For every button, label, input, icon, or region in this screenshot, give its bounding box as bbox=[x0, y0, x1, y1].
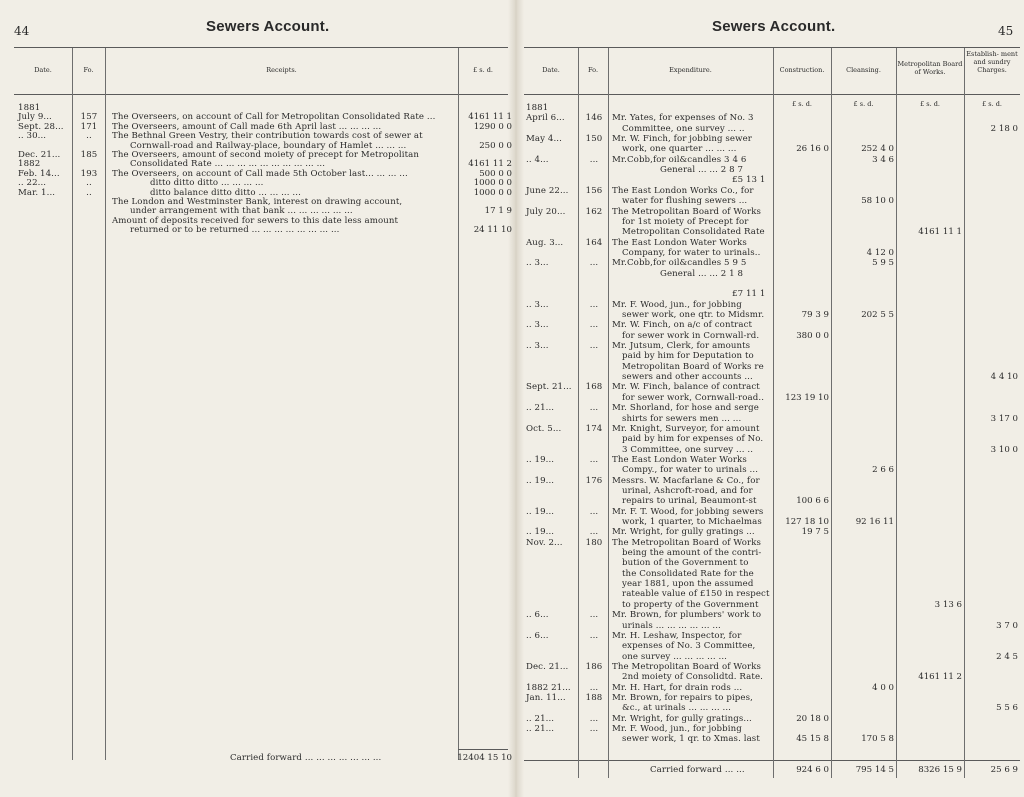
expenditure-description: Metropolitan Consolidated Rate bbox=[622, 227, 765, 238]
receipt-date: .. 30... bbox=[18, 131, 47, 142]
receipt-folio: .. bbox=[86, 178, 92, 189]
expenditure-date: May 4... bbox=[526, 134, 562, 145]
expenditure-folio: ... bbox=[589, 154, 599, 165]
right-col-divider bbox=[608, 48, 609, 778]
right-header-metropolitan: Metropolitan Board of Works. bbox=[897, 60, 963, 76]
expenditure-folio: ... bbox=[589, 527, 599, 538]
total-establishment: 25 6 9 bbox=[990, 765, 1018, 775]
expenditure-description: Mr. Knight, Surveyor, for amount bbox=[612, 423, 760, 434]
expenditure-description: water for flushing sewers ... bbox=[622, 196, 748, 207]
expenditure-description: rateable value of £150 in respect bbox=[622, 589, 770, 600]
expenditure-folio: ... bbox=[589, 610, 599, 621]
expenditure-date: April 6... bbox=[526, 113, 565, 124]
expenditure-description: The East London Water Works bbox=[612, 237, 747, 248]
expenditure-description: to property of the Government bbox=[622, 599, 759, 610]
expenditure-description: £5 13 1 bbox=[732, 175, 766, 186]
receipt-date: July 9... bbox=[18, 112, 52, 123]
receipt-folio: .. bbox=[86, 187, 92, 198]
expenditure-date: 1881 bbox=[526, 103, 549, 113]
expenditure-folio: 180 bbox=[585, 537, 603, 548]
receipt-amount: 1000 0 0 bbox=[473, 178, 512, 189]
expenditure-folio: ... bbox=[589, 454, 599, 465]
expenditure-folio: 176 bbox=[585, 475, 603, 486]
expenditure-description: 2nd moiety of Consolidtd. Rate. bbox=[622, 672, 763, 683]
expenditure-description: year 1881, upon the assumed bbox=[622, 579, 754, 590]
expenditure-description: bution of the Government to bbox=[622, 558, 749, 569]
units-metropolitan: £ s. d. bbox=[920, 100, 940, 108]
right-carried-forward-label: Carried forward ... ... bbox=[650, 765, 745, 775]
construction-amount: 19 7 5 bbox=[801, 527, 829, 538]
expenditure-description: &c., at urinals ... ... ... ... bbox=[622, 703, 731, 714]
expenditure-folio: 186 bbox=[585, 661, 603, 672]
expenditure-description: Mr. Shorland, for hose and serge bbox=[612, 403, 759, 414]
receipt-description: The Overseers, on account of Call for Metropolitan Consolidated Rate ... bbox=[112, 112, 436, 123]
receipt-date: Feb. 14... bbox=[18, 168, 60, 179]
expenditure-folio: 164 bbox=[585, 237, 603, 248]
left-total-rule bbox=[458, 749, 508, 750]
right-header-date: Date. bbox=[542, 66, 560, 74]
expenditure-folio: ... bbox=[589, 724, 599, 734]
receipt-date: Dec. 21... bbox=[18, 150, 61, 160]
left-col-divider bbox=[72, 48, 73, 760]
expenditure-date: .. 19... bbox=[526, 506, 555, 517]
receipt-description: under arrangement with that bank ... ... ... ... ... ... bbox=[130, 206, 353, 217]
expenditure-description: The Metropolitan Board of Works bbox=[612, 537, 762, 548]
establishment-amount: 3 7 0 bbox=[996, 620, 1018, 631]
left-header-rule bbox=[14, 94, 508, 95]
expenditure-folio: 188 bbox=[585, 692, 603, 703]
receipt-description: The Bethnal Green Vestry, their contribution towards cost of sewer at bbox=[112, 131, 423, 142]
expenditure-description: Compy., for water to urinals ... bbox=[622, 465, 759, 476]
expenditure-folio: 162 bbox=[585, 206, 603, 217]
expenditure-description: urinals ... ... ... ... ... ... bbox=[622, 620, 721, 631]
expenditure-description: Mr. Brown, for plumbers' work to bbox=[612, 610, 762, 621]
right-header-expenditure: Expenditure. bbox=[669, 66, 712, 74]
expenditure-date: Dec. 21... bbox=[526, 661, 569, 672]
expenditure-description: Messrs. W. Macfarlane & Co., for bbox=[612, 475, 760, 486]
expenditure-date: .. 3... bbox=[526, 258, 549, 269]
cleansing-amount: 202 5 5 bbox=[861, 310, 894, 320]
expenditure-description: sewers and other accounts ... bbox=[622, 372, 753, 383]
left-header-amount: £ s. d. bbox=[473, 66, 493, 74]
construction-amount: 79 3 9 bbox=[801, 310, 829, 320]
cleansing-amount: 5 9 5 bbox=[872, 258, 894, 269]
construction-amount: 100 6 6 bbox=[796, 496, 829, 507]
establishment-amount: 5 5 6 bbox=[996, 703, 1018, 714]
receipt-description: Amount of deposits received for sewers to this date less amount bbox=[112, 215, 399, 226]
expenditure-description: 3 Committee, one survey ... .. bbox=[622, 444, 754, 455]
receipt-amount: 1000 0 0 bbox=[473, 187, 512, 198]
cleansing-amount: 3 4 6 bbox=[872, 154, 894, 165]
left-page-number: 44 bbox=[14, 24, 30, 38]
left-header-date: Date. bbox=[34, 66, 52, 74]
cleansing-amount: 4 0 0 bbox=[872, 682, 894, 693]
expenditure-description: Mr. F. Wood, jun., for jobbing bbox=[612, 299, 742, 310]
establishment-amount: 4 4 10 bbox=[990, 372, 1018, 383]
receipt-description: The Overseers, amount of Call made 6th April last ... ... ... ... bbox=[112, 121, 382, 132]
expenditure-folio: ... bbox=[589, 299, 599, 310]
right-header-fo: Fo. bbox=[587, 66, 599, 74]
expenditure-description: Mr. Jutsum, Clerk, for amounts bbox=[612, 341, 751, 352]
left-page-title: Sewers Account. bbox=[206, 18, 330, 35]
expenditure-folio: ... bbox=[589, 682, 599, 693]
cleansing-amount: 2 6 6 bbox=[872, 465, 894, 476]
expenditure-description: repairs to urinal, Beaumont-st bbox=[622, 496, 757, 507]
expenditure-date: .. 3... bbox=[526, 299, 549, 310]
expenditure-description: £7 11 1 bbox=[732, 289, 766, 300]
expenditure-description: urinal, Ashcroft-road, and for bbox=[622, 485, 753, 496]
expenditure-date: Sept. 21... bbox=[526, 382, 572, 393]
receipt-description: ditto balance ditto ditto ... ... ... ... bbox=[150, 187, 301, 198]
left-carried-forward-amount: 12404 15 10 bbox=[457, 753, 512, 763]
expenditure-description: The Metropolitan Board of Works bbox=[612, 206, 762, 217]
expenditure-description: Mr.Cobb,for oil&candles 5 9 5 bbox=[612, 258, 747, 269]
receipt-folio: .. bbox=[86, 131, 92, 142]
expenditure-description: the Consolidated Rate for the bbox=[622, 568, 754, 579]
total-construction: 924 6 0 bbox=[796, 765, 829, 775]
cleansing-amount: 92 16 11 bbox=[855, 517, 894, 527]
expenditure-date: .. 4... bbox=[526, 154, 549, 165]
receipt-description: The Overseers, amount of second moiety of precept for Metropolitan bbox=[112, 150, 420, 160]
expenditure-folio: 156 bbox=[585, 185, 603, 196]
expenditure-date: .. 21... bbox=[526, 724, 555, 734]
expenditure-description: Mr. Wright, for gully gratings... bbox=[612, 713, 752, 724]
expenditure-date: .. 19... bbox=[526, 527, 555, 538]
metropolitan-amount: 4161 11 1 bbox=[918, 227, 962, 238]
expenditure-description: Committee, one survey ... .. bbox=[622, 123, 745, 134]
right-top-rule bbox=[524, 47, 1020, 48]
expenditure-description: for 1st moiety of Precept for bbox=[622, 216, 749, 227]
receipt-description: The Overseers, on account of Call made 5th October last... ... ... ... bbox=[112, 168, 408, 179]
expenditure-description: Metropolitan Board of Works re bbox=[622, 361, 764, 372]
receipt-folio: 193 bbox=[80, 168, 98, 179]
right-total-rule bbox=[524, 760, 1020, 761]
receipt-amount: 500 0 0 bbox=[479, 168, 512, 179]
receipt-date: 1881 bbox=[18, 103, 41, 113]
expenditure-folio: ... bbox=[589, 403, 599, 414]
expenditure-folio: 174 bbox=[585, 423, 603, 434]
right-col-divider bbox=[578, 48, 579, 778]
receipt-description: The London and Westminster Bank, interest on drawing account, bbox=[112, 197, 403, 207]
expenditure-folio: ... bbox=[589, 506, 599, 517]
establishment-amount: 2 18 0 bbox=[990, 123, 1018, 134]
expenditure-date: .. 6... bbox=[526, 610, 549, 621]
receipt-amount: 24 11 10 bbox=[473, 225, 512, 236]
expenditure-date: .. 21... bbox=[526, 403, 555, 414]
expenditure-description: Mr. H. Leshaw, Inspector, for bbox=[612, 630, 742, 641]
receipt-folio: 171 bbox=[80, 121, 98, 132]
expenditure-description: Mr. F. T. Wood, for jobbing sewers bbox=[612, 506, 764, 517]
expenditure-date: .. 19... bbox=[526, 475, 555, 486]
receipt-amount: 1290 0 0 bbox=[473, 121, 512, 132]
expenditure-description: Mr. H. Hart, for drain rods ... bbox=[612, 682, 743, 693]
receipt-folio: 157 bbox=[80, 112, 98, 123]
expenditure-folio: 150 bbox=[585, 134, 603, 145]
expenditure-date: .. 3... bbox=[526, 320, 549, 331]
construction-amount: 380 0 0 bbox=[796, 330, 829, 341]
left-header-receipts: Receipts. bbox=[266, 66, 297, 74]
expenditure-folio: 168 bbox=[585, 382, 603, 393]
expenditure-description: General ... ... 2 8 7 bbox=[660, 165, 744, 176]
left-top-rule bbox=[14, 47, 508, 48]
expenditure-date: July 20... bbox=[526, 206, 566, 217]
expenditure-description: The East London Water Works bbox=[612, 454, 747, 465]
expenditure-description: sewer work, 1 qr. to Xmas. last bbox=[622, 734, 760, 745]
construction-amount: 127 18 10 bbox=[785, 517, 829, 527]
construction-amount: 45 15 8 bbox=[796, 734, 829, 745]
right-header-rule bbox=[524, 94, 1020, 95]
receipt-amount: 17 1 9 bbox=[484, 206, 512, 217]
expenditure-description: for sewer work, Cornwall-road.. bbox=[622, 392, 765, 403]
expenditure-folio: ... bbox=[589, 713, 599, 724]
receipt-folio: 185 bbox=[80, 150, 98, 160]
right-header-establishment: Establish- ment and sundry Charges. bbox=[966, 50, 1018, 74]
expenditure-date: .. 3... bbox=[526, 341, 549, 352]
cleansing-amount: 252 4 0 bbox=[861, 144, 894, 155]
expenditure-description: Mr. Brown, for repairs to pipes, bbox=[612, 692, 753, 703]
units-construction: £ s. d. bbox=[792, 100, 812, 108]
construction-amount: 20 18 0 bbox=[796, 713, 829, 724]
expenditure-description: work, one quarter ... ... ... bbox=[622, 144, 737, 155]
expenditure-date: June 22... bbox=[526, 185, 569, 196]
expenditure-description: Mr. W. Finch, on a/c of contract bbox=[612, 320, 753, 331]
establishment-amount: 2 4 5 bbox=[996, 651, 1018, 662]
receipt-date: .. 22... bbox=[18, 178, 47, 189]
cleansing-amount: 4 12 0 bbox=[866, 247, 894, 258]
expenditure-description: work, 1 quarter, to Michaelmas bbox=[622, 517, 762, 527]
expenditure-description: paid by him for Deputation to bbox=[622, 351, 754, 362]
expenditure-folio: ... bbox=[589, 630, 599, 641]
total-metropolitan: 8326 15 9 bbox=[918, 765, 962, 775]
left-carried-forward-label: Carried forward ... ... ... ... ... ... ... bbox=[230, 753, 382, 763]
right-page-title: Sewers Account. bbox=[712, 18, 836, 35]
right-col-divider bbox=[773, 48, 774, 778]
expenditure-date: .. 21... bbox=[526, 713, 555, 724]
receipt-amount: 4161 11 1 bbox=[468, 112, 512, 123]
expenditure-description: shirts for sewers men ... ... bbox=[622, 413, 742, 424]
receipt-amount: 4161 11 2 bbox=[468, 159, 512, 170]
establishment-amount: 3 10 0 bbox=[990, 444, 1018, 455]
expenditure-description: Mr. W. Finch, for jobbing sewer bbox=[612, 134, 752, 145]
cleansing-amount: 58 10 0 bbox=[861, 196, 894, 207]
construction-amount: 26 16 0 bbox=[796, 144, 829, 155]
expenditure-description: paid by him for expenses of No. bbox=[622, 434, 764, 445]
expenditure-folio: 146 bbox=[585, 113, 603, 124]
right-col-divider bbox=[896, 48, 897, 778]
expenditure-folio: ... bbox=[589, 320, 599, 331]
metropolitan-amount: 3 13 6 bbox=[934, 599, 962, 610]
expenditure-description: Mr. Yates, for expenses of No. 3 bbox=[612, 113, 754, 124]
receipt-date: 1882 bbox=[18, 159, 41, 170]
expenditure-description: sewer work, one qtr. to Midsmr. bbox=[622, 310, 765, 320]
expenditure-date: .. 19... bbox=[526, 454, 555, 465]
left-col-divider bbox=[105, 48, 106, 760]
expenditure-description: one survey ... ... ... ... ... bbox=[622, 651, 728, 662]
expenditure-description: Mr.Cobb,for oil&candles 3 4 6 bbox=[612, 154, 747, 165]
expenditure-description: Mr. Wright, for gully gratings ... bbox=[612, 527, 755, 538]
left-header-fo: Fo. bbox=[83, 66, 94, 74]
receipt-description: Consolidated Rate ... ... ... ... ... ... ... ... ... ... bbox=[130, 159, 326, 170]
cleansing-amount: 170 5 8 bbox=[861, 734, 894, 745]
left-col-divider bbox=[458, 48, 459, 760]
expenditure-description: General ... ... 2 1 8 bbox=[660, 268, 744, 279]
expenditure-description: The Metropolitan Board of Works bbox=[612, 661, 762, 672]
receipt-amount: 250 0 0 bbox=[479, 140, 512, 151]
receipt-description: Cornwall-road and Railway-place, boundary of Hamlet ... ... ... bbox=[130, 140, 407, 151]
receipt-date: Sept. 28... bbox=[18, 121, 64, 132]
expenditure-description: Company, for water to urinals.. bbox=[622, 247, 761, 258]
expenditure-description: for sewer work in Cornwall-rd. bbox=[622, 330, 760, 341]
expenditure-description: Mr. W. Finch, balance of contract bbox=[612, 382, 760, 393]
expenditure-date: 1882 21... bbox=[526, 682, 571, 693]
expenditure-date: Jan. 11... bbox=[526, 692, 566, 703]
units-cleansing: £ s. d. bbox=[853, 100, 874, 108]
total-cleansing: 795 14 5 bbox=[855, 765, 894, 775]
right-header-construction: Construction. bbox=[779, 66, 825, 74]
right-page-number: 45 bbox=[998, 24, 1014, 38]
expenditure-description: expenses of No. 3 Committee, bbox=[622, 641, 756, 652]
expenditure-folio: ... bbox=[589, 341, 599, 352]
expenditure-date: Aug. 3... bbox=[526, 237, 564, 248]
expenditure-description: Mr. F. Wood, jun., for jobbing bbox=[612, 724, 742, 734]
expenditure-description: being the amount of the contri- bbox=[622, 548, 762, 559]
expenditure-date: Oct. 5... bbox=[526, 423, 562, 434]
establishment-amount: 3 17 0 bbox=[990, 413, 1018, 424]
construction-amount: 123 19 10 bbox=[785, 392, 829, 403]
receipt-description: ditto ditto ditto ... ... ... ... bbox=[150, 178, 264, 189]
metropolitan-amount: 4161 11 2 bbox=[918, 672, 962, 683]
units-establishment: £ s. d. bbox=[982, 100, 1002, 108]
expenditure-date: .. 6... bbox=[526, 630, 549, 641]
expenditure-date: Nov. 2... bbox=[526, 537, 563, 548]
expenditure-description: The East London Works Co., for bbox=[612, 185, 754, 196]
right-header-cleansing: Cleansing. bbox=[846, 66, 881, 74]
expenditure-folio: ... bbox=[589, 258, 599, 269]
receipt-description: returned or to be returned ... ... ... ... ... ... ... ... bbox=[130, 225, 340, 236]
receipt-date: Mar. 1... bbox=[18, 187, 56, 198]
